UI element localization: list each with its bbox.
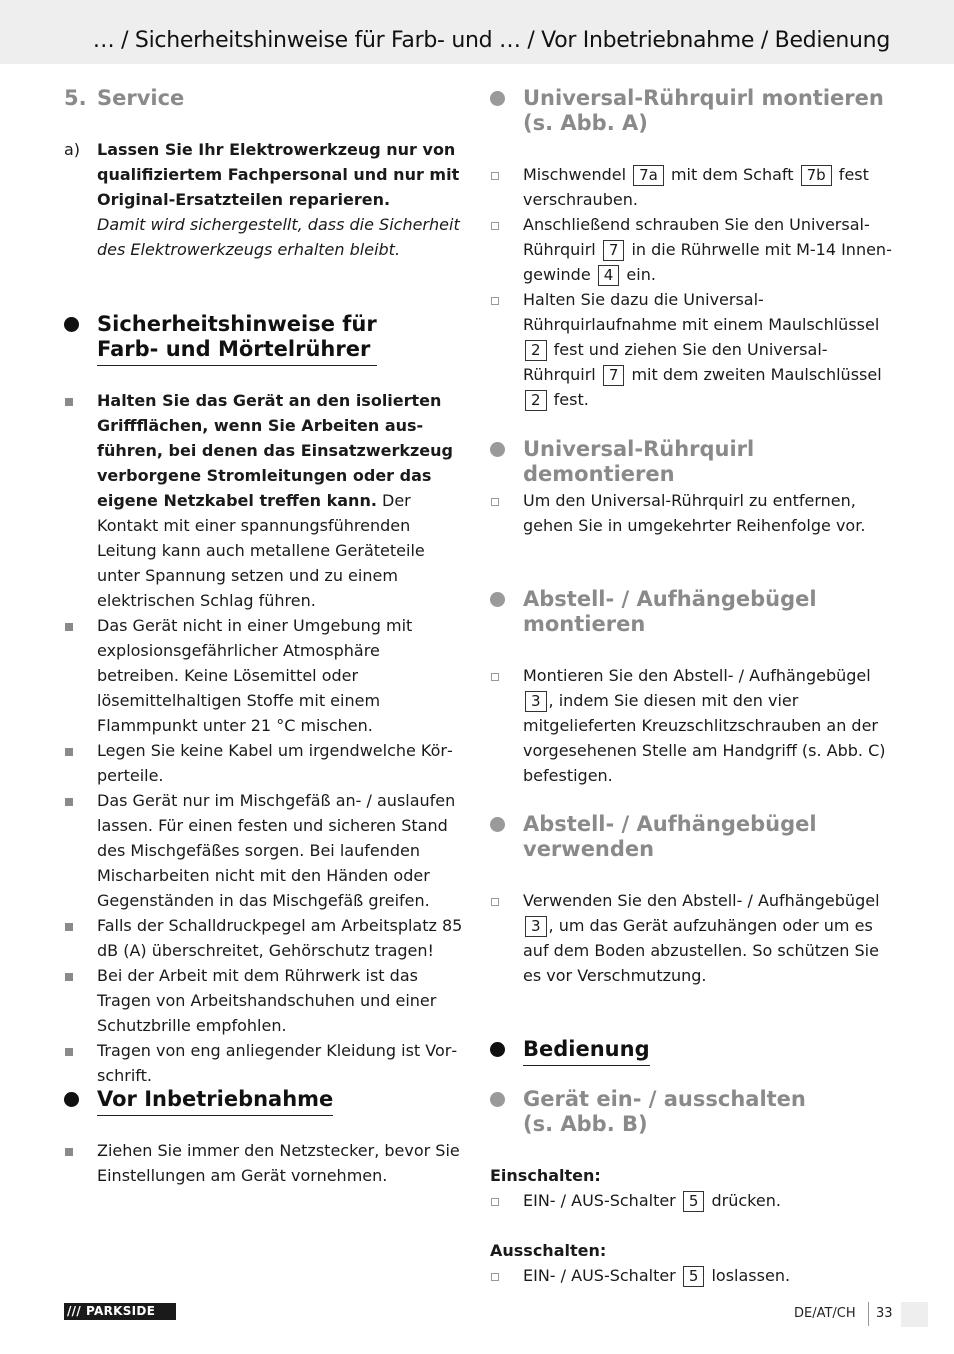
vor-list <box>64 1138 464 1188</box>
square-bullet-icon <box>65 1048 73 1056</box>
safety-title-line1: Sicherheitshinweise für <box>97 312 377 336</box>
bullet-dot-icon <box>490 1092 505 1107</box>
hanger-mount-list <box>490 663 892 788</box>
part-ref: 7b <box>801 165 832 186</box>
hanger-mount-heading: Abstell- / Aufhängebügel montieren <box>490 587 892 637</box>
footer-tab <box>901 1302 928 1327</box>
open-square-bullet-icon <box>491 673 499 681</box>
open-square-bullet-icon <box>491 1198 499 1206</box>
bullet-dot-icon <box>490 1042 505 1057</box>
list-item: Mischwendel 7a mit dem Schaft 7b fest verschrauben. <box>490 162 892 212</box>
square-bullet-icon <box>65 398 73 406</box>
demount-heading: Universal-Rührquirl demontieren <box>490 437 892 487</box>
service-heading <box>64 86 464 110</box>
safety-list <box>64 388 464 1088</box>
logo-text: PARKSIDE <box>86 1304 156 1318</box>
part-ref: 3 <box>525 916 547 937</box>
list-item: EIN- / AUS-Schalter 5 loslassen. <box>490 1263 892 1288</box>
open-square-bullet-icon <box>491 297 499 305</box>
switch-heading: Gerät ein- / ausschalten (s. Abb. B) <box>490 1087 892 1137</box>
bedienung-heading: Bedienung <box>490 1037 892 1066</box>
hanger-use-heading: Abstell- / Aufhängebügel verwenden <box>490 812 892 862</box>
open-square-bullet-icon <box>491 1273 499 1281</box>
mount-list <box>490 162 892 412</box>
service-item-a <box>64 137 464 262</box>
switch-off-label: Ausschalten: <box>490 1241 607 1260</box>
square-bullet-icon <box>65 923 73 931</box>
open-square-bullet-icon <box>491 898 499 906</box>
switch-on <box>490 1163 892 1213</box>
service-italic-text: Damit wird sichergestellt, dass die Sicherheit des Elektrowerkzeugs erhalten bleibt. <box>97 215 460 259</box>
page-number: 33 <box>876 1306 893 1321</box>
item-label: a) <box>64 140 81 159</box>
square-bullet-icon <box>65 1148 73 1156</box>
part-ref: 7 <box>603 240 625 261</box>
list-item: Montieren Sie den Abstell- / Aufhängebügel 3 , indem Sie diesen mit den vier mitgelieferten Kreuzschlitzschrauben an der vorgesehenen Stelle am Handgriff (s. Abb. C) befestigen. <box>490 663 892 788</box>
list-item: EIN- / AUS-Schalter 5 drücken. <box>490 1188 892 1213</box>
list-item: Halten Sie das Gerät an den isolierten Griffflächen, wenn Sie Arbeiten ausführen, bei denen das Einsatzwerkzeug verborgene Stromleitungen oder das eigene Netzkabel treffen kann. Der Kontakt mit einer spannungsführenden Leitung kann auch metallene Geräteteile unter Spannung setzen und zu einem elektrischen Schlag führen. <box>64 388 464 613</box>
hanger-use-list <box>490 888 892 988</box>
square-bullet-icon <box>65 798 73 806</box>
open-square-bullet-icon <box>491 222 499 230</box>
demount-list <box>490 488 892 538</box>
part-ref: 3 <box>525 691 547 712</box>
bullet-dot-icon <box>490 91 505 106</box>
safety-title-line2: Farb- und Mörtelrührer <box>97 337 371 361</box>
parkside-logo <box>64 1303 176 1320</box>
part-ref: 5 <box>683 1191 705 1212</box>
bullet-dot-icon <box>490 817 505 832</box>
bullet-dot-icon <box>64 1092 79 1107</box>
mount-heading: Universal-Rührquirl montieren (s. Abb. A) <box>490 86 892 136</box>
list-item: Legen Sie keine Kabel um irgendwelche Körperteile. <box>64 738 464 788</box>
safety-heading <box>64 312 464 366</box>
list-item: Ziehen Sie immer den Netzstecker, bevor Sie Einstellungen am Gerät vornehmen. <box>64 1138 464 1188</box>
open-square-bullet-icon <box>491 172 499 180</box>
list-item: Falls der Schalldruckpegel am Arbeitsplatz 85 dB (A) überschreitet, Gehörschutz tragen! <box>64 913 464 963</box>
part-ref: 5 <box>683 1266 705 1287</box>
switch-on-label: Einschalten: <box>490 1166 601 1185</box>
part-ref: 4 <box>598 265 620 286</box>
list-item: Bei der Arbeit mit dem Rührwerk ist das Tragen von Arbeitshandschuhen und einer Schutzbrille empfohlen. <box>64 963 464 1038</box>
switch-off <box>490 1238 892 1288</box>
square-bullet-icon <box>65 973 73 981</box>
square-bullet-icon <box>65 748 73 756</box>
list-item: Um den Universal-Rührquirl zu entfernen, gehen Sie in umgekehrter Reihenfolge vor. <box>490 488 892 538</box>
list-item: Halten Sie dazu die Universal-Rührquirlaufnahme mit einem Maulschlüssel 2 fest und ziehen Sie den Universal-Rührquirl 7 mit dem zweiten Maulschlüssel 2 fest. <box>490 287 892 412</box>
list-item: Verwenden Sie den Abstell- / Aufhängebügel 3 , um das Gerät aufzuhängen oder um es auf dem Boden abzustellen. So schützen Sie es vor Verschmutzung. <box>490 888 892 988</box>
part-ref: 2 <box>525 340 547 361</box>
list-item: Das Gerät nur im Mischgefäß an- / auslaufen lassen. Für einen festen und sicheren Stand des Mischgefäßes sorgen. Bei laufenden Mischarbeiten nicht mit den Händen oder Gegenständen in das Mischgefäß greifen. <box>64 788 464 913</box>
list-item: Anschließend schrauben Sie den Universal-Rührquirl 7 in die Rührwelle mit M-14 Innengewinde 4 ein. <box>490 212 892 287</box>
vor-title: Vor Inbetriebnahme <box>97 1087 333 1116</box>
part-ref: 7a <box>633 165 664 186</box>
service-bold-text: Lassen Sie Ihr Elektrowerkzeug nur von qualifiziertem Fachpersonal und nur mit Original-Ersatzteilen reparieren. <box>97 140 460 209</box>
bullet-dot-icon <box>64 317 79 332</box>
part-ref: 2 <box>525 390 547 411</box>
footer-divider <box>868 1302 869 1326</box>
open-square-bullet-icon <box>491 498 499 506</box>
list-item: Tragen von eng anliegender Kleidung ist Vorschrift. <box>64 1038 464 1088</box>
square-bullet-icon <box>65 623 73 631</box>
footer-language: DE/AT/CH <box>794 1306 856 1321</box>
bullet-dot-icon <box>490 442 505 457</box>
bullet-dot-icon <box>490 592 505 607</box>
logo-slashes: /// <box>67 1304 82 1318</box>
list-item: Das Gerät nicht in einer Umgebung mit explosionsgefährlicher Atmosphäre betreiben. Keine Lösemittel oder lösemittelhaltigen Stoffe mit einem Flammpunkt unter 21 °C mischen. <box>64 613 464 738</box>
vor-heading <box>64 1087 464 1116</box>
part-ref: 7 <box>603 365 625 386</box>
header-band <box>0 0 954 64</box>
section-title: Service <box>97 86 185 110</box>
section-number: 5. <box>64 86 87 110</box>
page-header-title: … / Sicherheitshinweise für Farb- und … / Vor Inbetriebnahme / Bedienung <box>92 28 890 53</box>
